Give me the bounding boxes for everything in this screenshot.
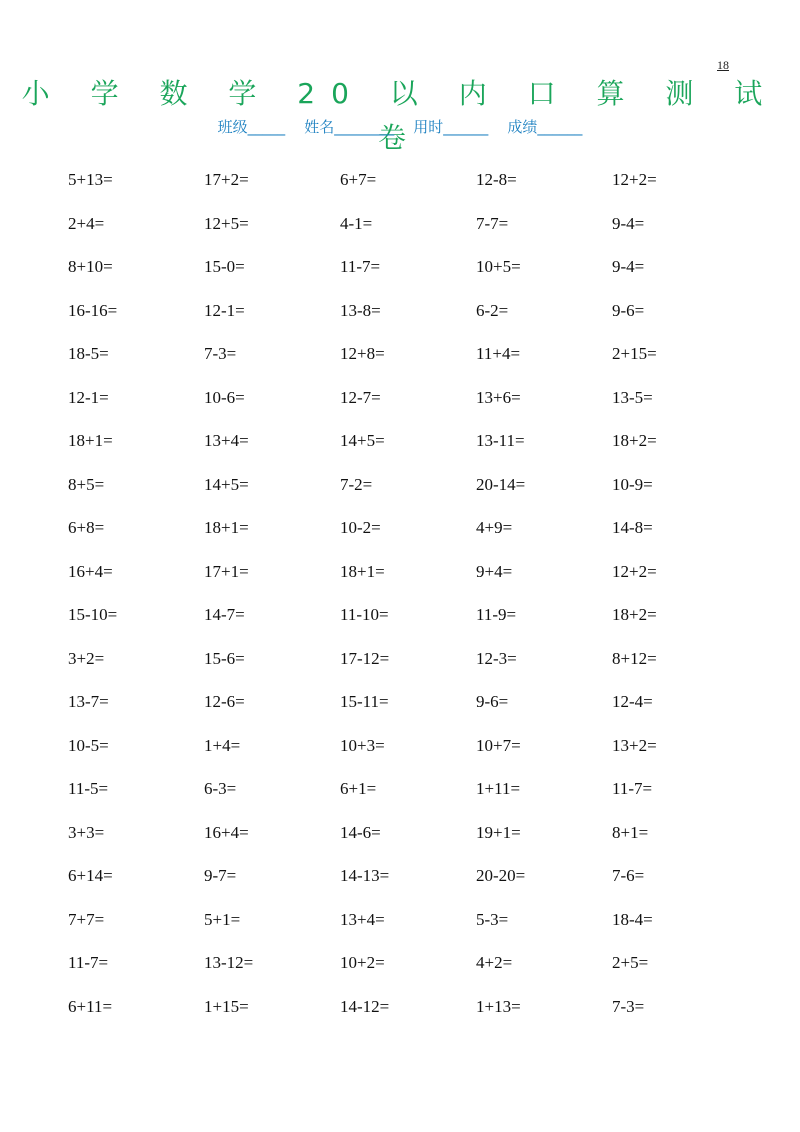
class-field: 班级_____ bbox=[217, 118, 286, 136]
page-number: 18 bbox=[717, 58, 729, 72]
math-problem: 4+2= bbox=[476, 953, 513, 972]
math-problem: 18+2= bbox=[612, 431, 657, 450]
math-problem: 6+14= bbox=[68, 866, 113, 885]
math-problem: 7-2= bbox=[340, 474, 373, 494]
math-problem: 12+2= bbox=[612, 170, 657, 189]
math-problem: 11-5= bbox=[68, 779, 109, 798]
math-problem: 1+4= bbox=[204, 735, 241, 755]
math-problem: 6+1= bbox=[340, 779, 377, 798]
math-problem: 8+1= bbox=[612, 822, 649, 842]
math-problem: 18-5= bbox=[68, 344, 109, 363]
math-problem: 7-3= bbox=[612, 996, 645, 1016]
math-problem: 16+4= bbox=[204, 822, 249, 842]
math-problem: 14+5= bbox=[340, 431, 385, 450]
math-problem: 17-12= bbox=[340, 648, 390, 668]
math-problem: 9-6= bbox=[476, 692, 509, 711]
math-problem: 5-3= bbox=[476, 909, 509, 929]
math-problem: 9-7= bbox=[204, 866, 237, 885]
math-problem: 9+4= bbox=[476, 561, 513, 581]
math-problem: 14-12= bbox=[340, 996, 390, 1016]
math-problem: 10+3= bbox=[340, 735, 385, 755]
math-problem: 11-10= bbox=[340, 605, 389, 624]
math-problem: 8+5= bbox=[68, 474, 105, 494]
page-title: 小 学 数 学 20 以 内 口 算 测 试 卷 bbox=[21, 77, 779, 154]
name-field: 姓名________ bbox=[304, 118, 395, 136]
math-problem: 12-4= bbox=[612, 692, 653, 711]
math-problem: 3+3= bbox=[68, 822, 105, 842]
math-problem: 11+4= bbox=[476, 344, 521, 363]
math-problem: 5+13= bbox=[68, 170, 113, 189]
math-problem: 13-11= bbox=[476, 431, 525, 450]
math-problem: 18+1= bbox=[340, 561, 385, 581]
math-problem: 13-12= bbox=[204, 953, 254, 972]
math-problem: 12-1= bbox=[68, 387, 109, 407]
score-field: 成绩______ bbox=[507, 118, 583, 136]
math-problem: 10-9= bbox=[612, 474, 653, 494]
math-problem: 10-5= bbox=[68, 735, 109, 755]
math-problem: 7-7= bbox=[476, 213, 509, 233]
math-problem: 11-7= bbox=[612, 779, 653, 798]
problem-grid bbox=[68, 166, 748, 1036]
student-info-line bbox=[0, 116, 800, 137]
math-problem: 6-2= bbox=[476, 300, 509, 320]
math-problem: 14-8= bbox=[612, 518, 653, 537]
math-problem: 4+9= bbox=[476, 518, 513, 537]
math-problem: 1+11= bbox=[476, 779, 521, 798]
math-problem: 4-1= bbox=[340, 213, 373, 233]
math-problem: 14-13= bbox=[340, 866, 390, 885]
math-problem: 2+15= bbox=[612, 344, 657, 363]
math-problem: 13+6= bbox=[476, 387, 521, 407]
math-problem: 18+1= bbox=[204, 518, 249, 537]
math-problem: 9-4= bbox=[612, 213, 645, 233]
math-problem: 14+5= bbox=[204, 474, 249, 494]
math-problem: 6-3= bbox=[204, 779, 237, 798]
math-problem: 12-7= bbox=[340, 387, 381, 407]
math-problem: 13+4= bbox=[204, 431, 249, 450]
math-problem: 3+2= bbox=[68, 648, 105, 668]
math-problem: 6+11= bbox=[68, 996, 113, 1016]
math-problem: 13+2= bbox=[612, 735, 657, 755]
math-problem: 12-8= bbox=[476, 170, 517, 189]
math-problem: 2+5= bbox=[612, 953, 649, 972]
math-problem: 1+13= bbox=[476, 996, 521, 1016]
math-problem: 5+1= bbox=[204, 909, 241, 929]
math-problem: 11-7= bbox=[68, 953, 109, 972]
math-problem: 15-11= bbox=[340, 692, 389, 711]
math-problem: 18+2= bbox=[612, 605, 657, 624]
time-used-field: 用时______ bbox=[413, 118, 489, 136]
math-problem: 7-3= bbox=[204, 344, 237, 363]
math-problem: 16+4= bbox=[68, 561, 113, 581]
math-problem: 16-16= bbox=[68, 300, 118, 320]
math-problem: 12+2= bbox=[612, 561, 657, 581]
math-problem: 10+7= bbox=[476, 735, 521, 755]
math-problem: 18-4= bbox=[612, 909, 653, 929]
math-problem: 6+7= bbox=[340, 170, 377, 189]
math-problem: 10-6= bbox=[204, 387, 245, 407]
math-problem: 9-6= bbox=[612, 300, 645, 320]
math-problem: 8+10= bbox=[68, 257, 113, 276]
math-problem: 11-7= bbox=[340, 257, 381, 276]
math-problem: 14-7= bbox=[204, 605, 245, 624]
math-problem: 9-4= bbox=[612, 257, 645, 276]
math-problem: 17+2= bbox=[204, 170, 249, 189]
math-problem: 13+4= bbox=[340, 909, 385, 929]
math-problem: 12-6= bbox=[204, 692, 245, 711]
math-problem: 12+5= bbox=[204, 213, 249, 233]
math-problem: 13-8= bbox=[340, 300, 381, 320]
math-problem: 20-20= bbox=[476, 866, 526, 885]
math-problem: 15-0= bbox=[204, 257, 245, 276]
math-problem: 12-3= bbox=[476, 648, 517, 668]
math-problem: 13-5= bbox=[612, 387, 653, 407]
math-problem: 12-1= bbox=[204, 300, 245, 320]
math-problem: 7+7= bbox=[68, 909, 105, 929]
math-problem: 15-10= bbox=[68, 605, 118, 624]
math-problem: 11-9= bbox=[476, 605, 517, 624]
math-problem: 17+1= bbox=[204, 561, 249, 581]
math-problem: 10+2= bbox=[340, 953, 385, 972]
math-problem: 19+1= bbox=[476, 822, 521, 842]
math-problem: 14-6= bbox=[340, 822, 381, 842]
math-problem: 20-14= bbox=[476, 474, 526, 494]
math-problem: 10-2= bbox=[340, 518, 381, 537]
math-problem: 12+8= bbox=[340, 344, 385, 363]
math-problem: 10+5= bbox=[476, 257, 521, 276]
math-problem: 8+12= bbox=[612, 648, 657, 668]
math-problem: 18+1= bbox=[68, 431, 113, 450]
math-problem: 7-6= bbox=[612, 866, 645, 885]
math-problem: 2+4= bbox=[68, 213, 105, 233]
math-problem: 6+8= bbox=[68, 518, 105, 537]
math-problem: 13-7= bbox=[68, 692, 109, 711]
math-problem: 15-6= bbox=[204, 648, 245, 668]
math-problem: 1+15= bbox=[204, 996, 249, 1016]
